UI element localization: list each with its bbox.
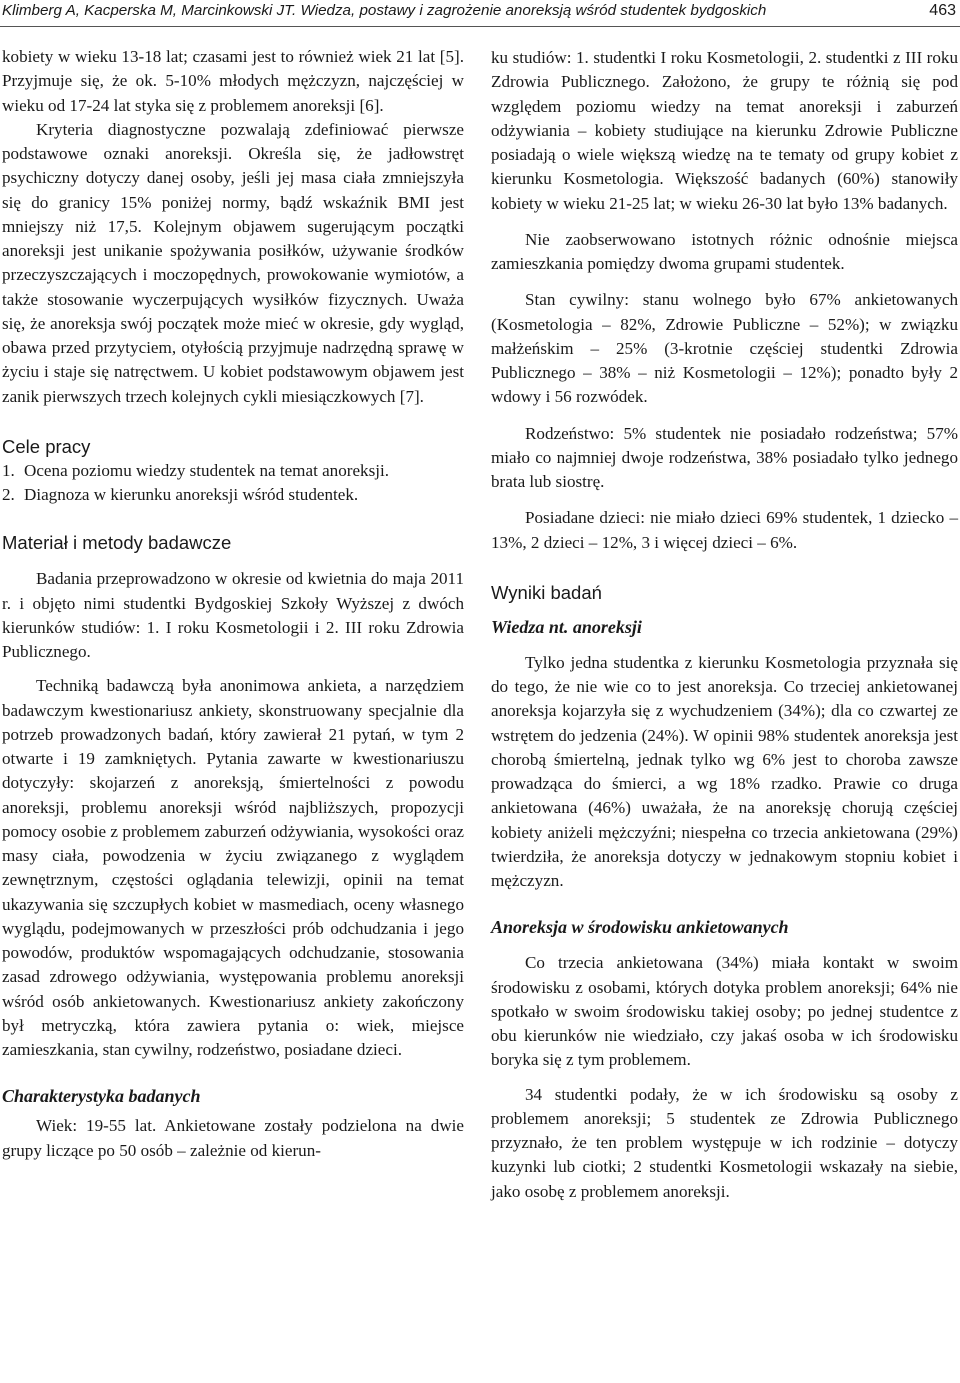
groups-paragraph: ku studiów: 1. studentki I roku Kosmetologii, 2. studentki z III roku Zdrowia Publicznego. Założono, że grupy te różnią się pod względem poziomu wiedzy na temat anoreksji i zaburzeń odżywiania – kobiety studiujące na kierunku Zdrowie Publiczne posiadają o wiele większą wiedzę na te tematy od grupy kobiet z kierunku Kosmetologia. Większość badanych (60%) stanowiły kobiety w wieku 21-25 lat; w wieku 26-30 lat było 13% badanych. [491, 48, 958, 213]
results-heading: Wyniki badań [491, 581, 602, 603]
aim-number: 1. [2, 460, 15, 480]
methods-heading: Materiał i metody badawcze [2, 532, 232, 554]
participants-heading: Charakterystyka badanych [2, 1086, 201, 1107]
students-report-paragraph: 34 studentki podały, że w ich środowisku są osoby z problemem anoreksji; 5 studentek ze Zdrowia Publicznego przyznało, że ten problem występuje w ich rodzinie – dotyczy kuzynki lub ciotki; 2 studentki Kosmetologii wskazały na siebie, jako osobę z problemem anoreksji. [491, 1084, 958, 1201]
knowledge-heading: Wiedza nt. anoreksji [491, 616, 642, 637]
technique-paragraph: Techniką badawczą była anonimowa ankieta, a narzędziem badawczym kwestionariusz ankiety, skonstruowany specjalnie dla potrzeb prowadzonych badań, który zawierał 21 pytań, w tym 2 otwarte i 19 zamkniętych. Pytania zawarte w kwestionariuszu dotyczyły: skojarzeń z anoreksją, śmiertelności z powodu anoreksji, problemu anoreksji wśród najbliższych, propozycji pomocy osobie z problemem zaburzeń odżywiania, wysokości oraz masy ciała, powodzenia w życiu związanego z wyglądem zewnętrznym, częstości oglądania telewizji, opinii na temat ukazywania się szczupłych kobiet w masmediach, oceny własnego wyglądu, podejmowanych w przeszłości prób odchudzania i jego powodów, produktów wspomagających odchudzanie, stosowania zasad zdrowego odżywiania, występowania problemu anoreksji wśród osób ankietowanych. Kwestionariusz ankiety zakończony był metryczką, która zawiera pytania o: wiek, miejsce zamieszkania, stan cywilny, rodzeństwo, posiadane dzieci. [2, 676, 464, 1059]
page-number: 463 [929, 2, 956, 19]
contact-paragraph: Co trzecia ankietowana (34%) miała kontakt w swoim środowisku z osobami, których dotyka problem anoreksji; 64% nie spotkało w swoim środowisku takiej osoby; po jednej studentce z obu kierunków nie wiedziało, czy jakaś osoba w ich środowisku boryka się z tym problemem. [491, 953, 958, 1070]
running-header [0, 0, 960, 26]
aim-text: Ocena poziomu wiedzy studentek na temat anoreksji. [24, 460, 390, 480]
environment-heading: Anoreksja w środowisku ankietowanych [491, 917, 789, 938]
residence-paragraph: Nie zaobserwowano istotnych różnic odnośnie miejsca zamieszkania pomiędzy dwoma grupami studentek. [491, 229, 958, 273]
aim-item-1 [2, 459, 464, 483]
header-rule [0, 26, 960, 27]
left-column [2, 45, 464, 1163]
aim-item-2 [2, 483, 464, 507]
intro-paragraph: kobiety w wieku 13-18 lat; czasami jest to również wiek 21 lat [5]. Przyjmuje się, że ok. 5-10% młodych mężczyzn, najczęściej w wieku od 17-24 lat styka się z problemem anoreksji [6]. [2, 47, 464, 115]
marital-status-paragraph: Stan cywilny: stanu wolnego było 67% ankietowanych (Kosmetologia – 82%, Zdrowie Publiczne – 52%); w związku małżeńskim – 25% (3-krotnie częściej studentki Zdrowia Publicznego – 38% – niż Kosmetologii – 12%); ponadto były 2 wdowy i 56 rozwódek. [491, 290, 958, 407]
aims-list [2, 459, 464, 508]
siblings-paragraph: Rodzeństwo: 5% studentek nie posiadało rodzeństwa; 57% miało co najmniej dwoje rodzeństwa, 38% posiadało tylko jednego brata lub siostrę. [491, 423, 958, 491]
running-title: Klimberg A, Kacperska M, Marcinkowski JT. Wiedza, postawy i zagrożenie anoreksją wśród studentek bydgoskich [2, 2, 767, 19]
criteria-paragraph: Kryteria diagnostyczne pozwalają zdefiniować pierwsze podstawowe oznaki anoreksji. Określa się, że jadłowstręt psychiczny dotyczy danej osoby, jeśli jej masa ciała zmniejszyła się do granicy 15% poniżej normy, bądź wskaźnik BMI jest mniejszy niż 17,5. Kolejnym objawem sugerującym początki anoreksji jest unikanie spożywania posiłków, używanie środków przeczyszczających i moczopędnych, prowokowanie wymiotów, a także stosowanie wyczerpujących wysiłków fizycznych. Uważa się, że anoreksja swój początek może mieć w okresie, gdy wygląd, obawa przed przytyciem, otyłością przyjmuje nadrzędną sprawę w życiu i staje się natręctwem. U kobiet podstawowym objawem jest zanik pierwszych trzech kolejnych cykli miesiączkowych [7]. [2, 119, 464, 406]
age-paragraph: Wiek: 19-55 lat. Ankietowane zostały podzielona na dwie grupy liczące po 50 osób – zależnie od kierun- [2, 1116, 464, 1160]
aim-number: 2. [2, 485, 15, 504]
study-period-paragraph: Badania przeprowadzono w okresie od kwietnia do maja 2011 r. i objęto nimi studentki Bydgoskiej Szkoły Wyższej z dwóch kierunków studiów: 1. I roku Kosmetologii i 2. III roku Zdrowia Publicznego. [2, 569, 464, 661]
knowledge-paragraph: Tylko jedna studentka z kierunku Kosmetologia przyznała się do tego, że nie wie co to jest anoreksja. Co trzeciej ankietowanej anoreksja kojarzyła się z wychudzeniem (34%); dla co czwartej ze wstrętem do jedzenia (24%). W opinii 98% studentek anoreksja jest chorobą śmiertelną, jednak tylko wg 6% jest to choroba zawsze prowadząca do śmierci, a wg 18% rzadko. Prawie co druga ankietowana (46%) uważała, że na anoreksję chorują częściej kobiety aniżeli mężczyźni; niespełna co trzecia ankietowana (29%) twierdziła, że anoreksja dotyczy w jednakowym stopniu kobiet i mężczyzn. [491, 652, 958, 890]
children-paragraph: Posiadane dzieci: nie miało dzieci 69% studentek, 1 dziecko – 13%, 2 dzieci – 12%, 3 i więcej dzieci – 6%. [491, 508, 958, 552]
right-column [491, 46, 958, 1204]
aim-text: Diagnoza w kierunku anoreksji wśród studentek. [24, 485, 359, 504]
aims-heading: Cele pracy [2, 435, 91, 457]
